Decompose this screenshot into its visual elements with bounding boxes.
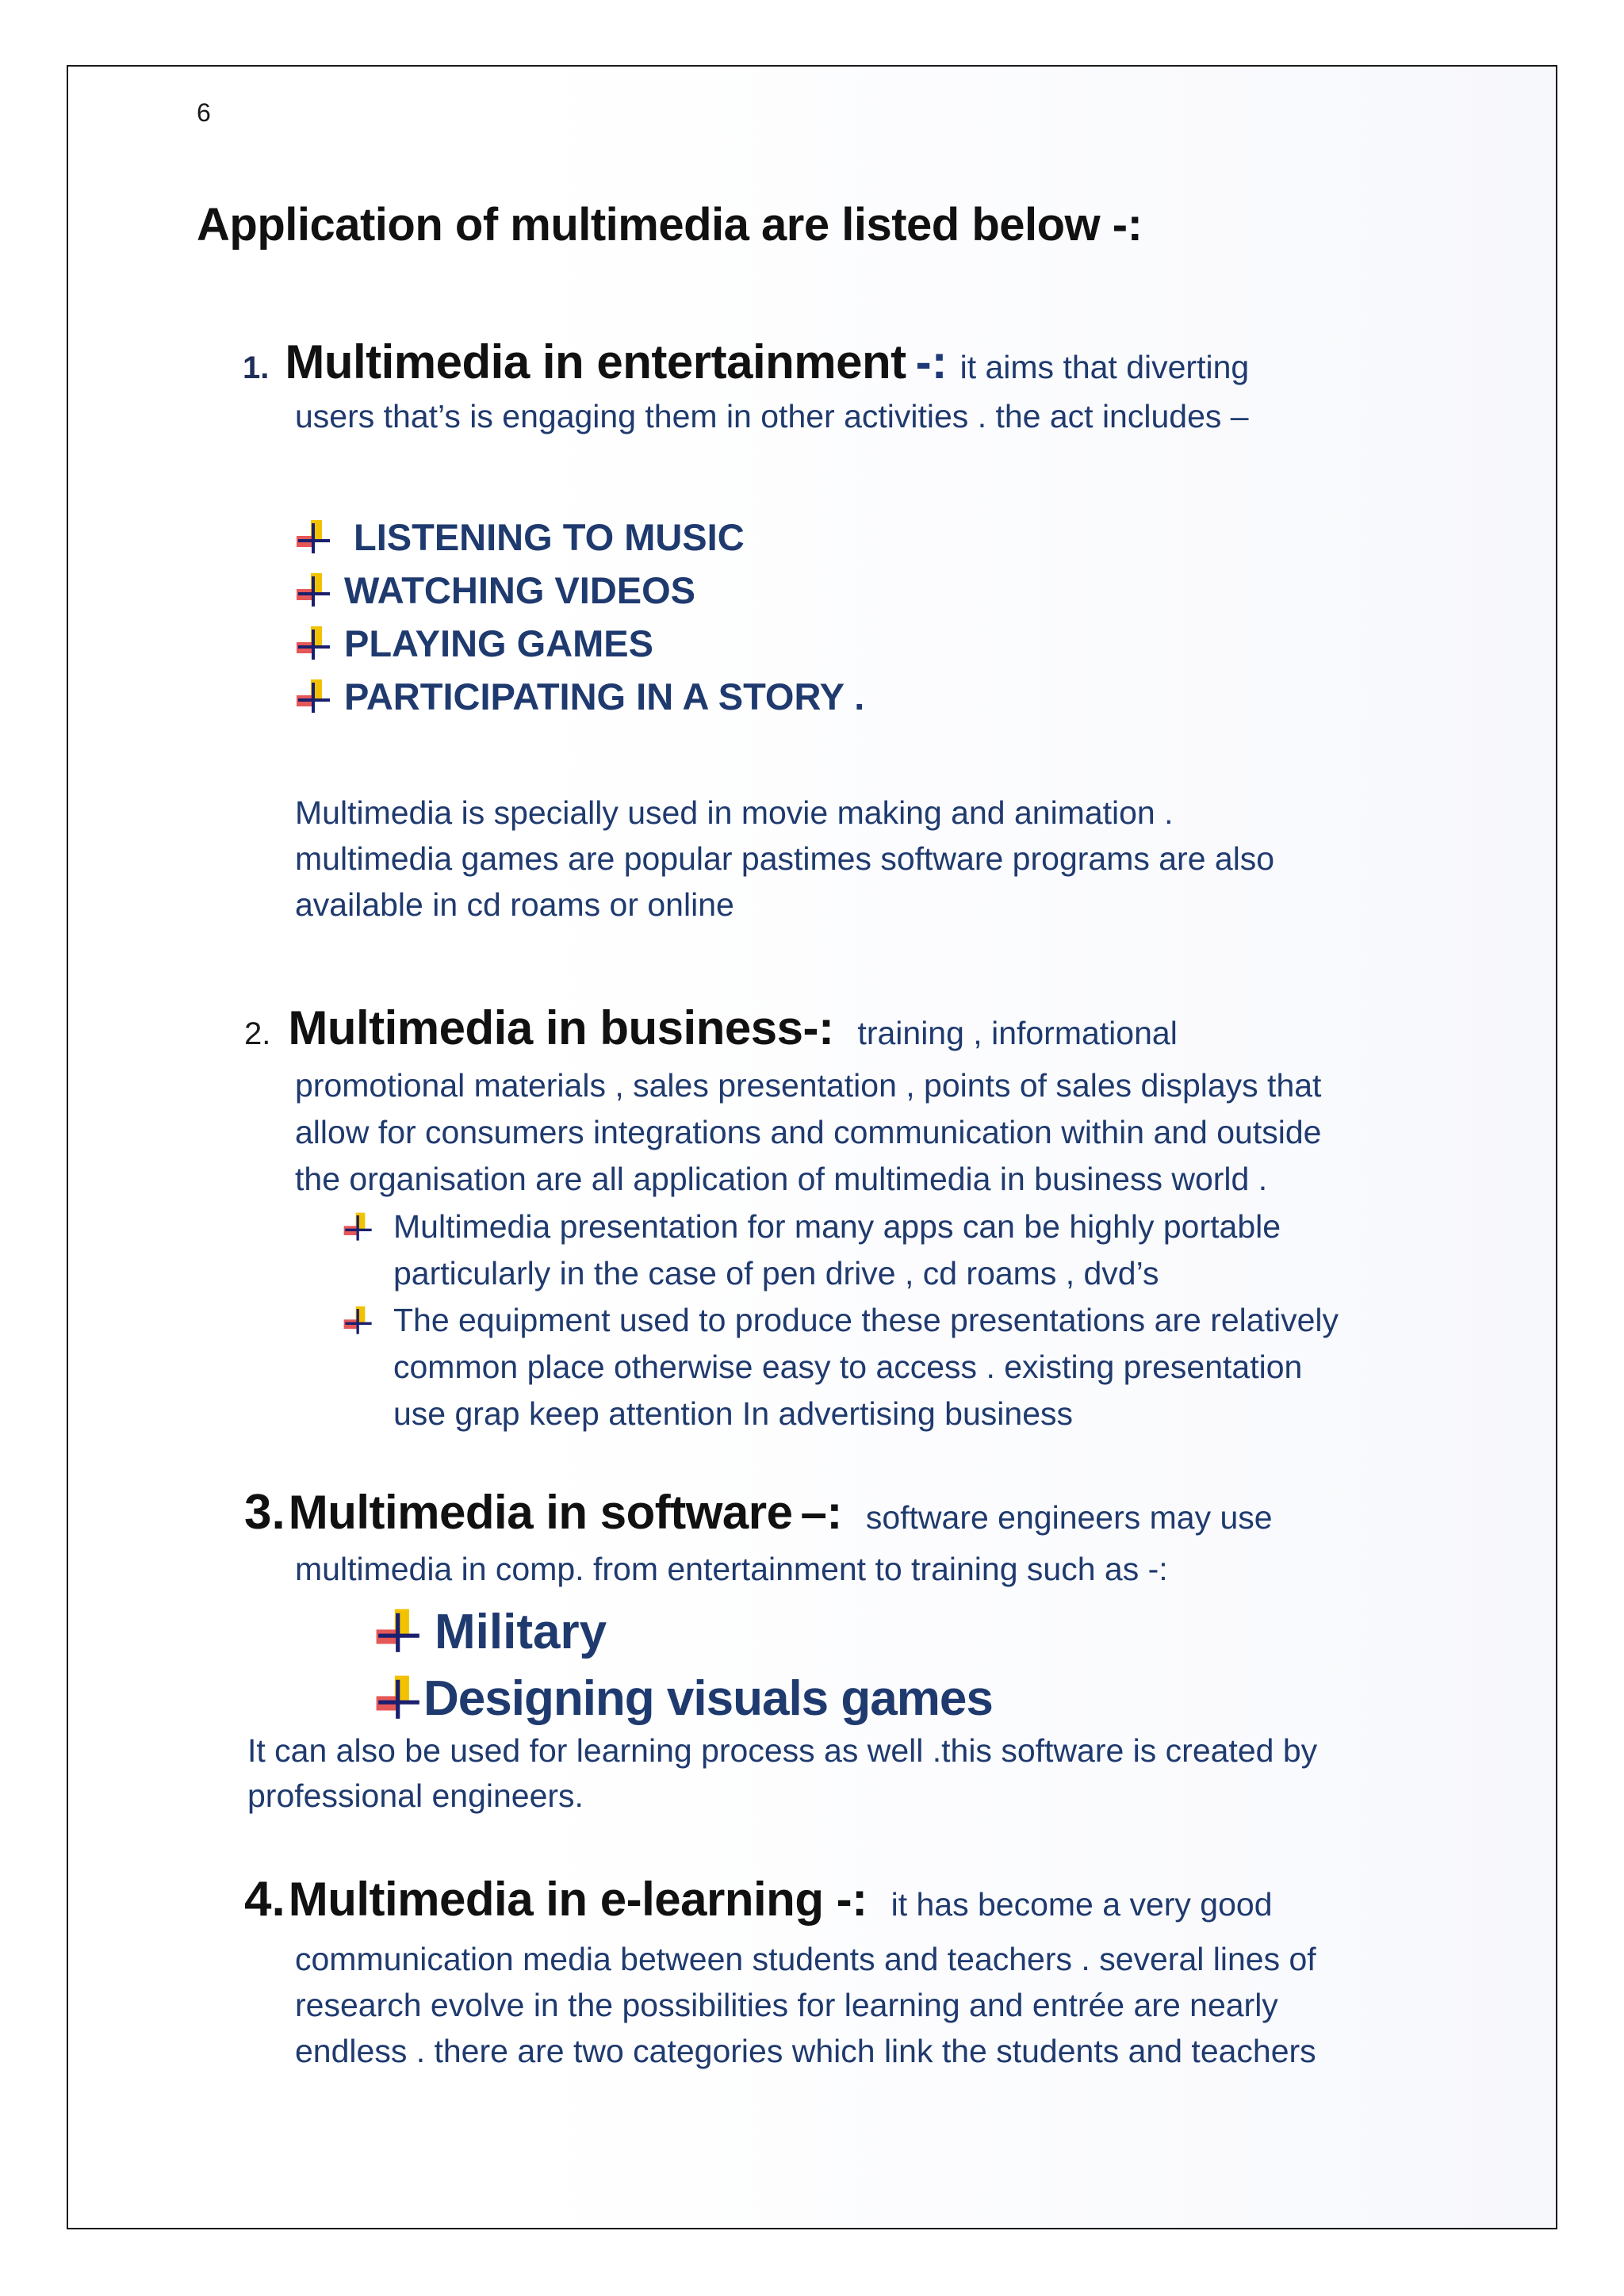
paragraph-line: promotional materials , sales presentation , points of sales displays that [295, 1067, 1322, 1104]
paragraph-line: available in cd roams or online [295, 886, 734, 923]
paragraph-line: It can also be used for learning process as well .this software is created by [247, 1732, 1318, 1769]
list-item-line: Multimedia presentation for many apps can be highly portable [393, 1208, 1281, 1245]
page-number: 6 [197, 98, 211, 127]
section-number: 2. [244, 1016, 271, 1051]
list-item-label: PLAYING GAMES [344, 622, 653, 664]
section-intro: training , informational [857, 1015, 1178, 1051]
paragraph-line: allow for consumers integrations and communication within and outside [295, 1114, 1322, 1150]
list-item-label: LISTENING TO MUSIC [354, 516, 745, 558]
section-intro-line: users that’s is engaging them in other activities . the act includes – [295, 398, 1249, 434]
section-paragraph [295, 790, 1274, 928]
section-separator: –: [800, 1486, 842, 1539]
cross-bullet-icon [295, 519, 333, 557]
paragraph-line: the organisation are all application of multimedia in business world . [295, 1161, 1268, 1197]
list-item [343, 1297, 1339, 1437]
section-paragraph [295, 1936, 1316, 2074]
section-1-heading [243, 335, 1249, 389]
section-4-heading [244, 1871, 1273, 1927]
section-title: Multimedia in software [288, 1486, 793, 1539]
list-item [295, 564, 864, 617]
section-separator: -: [915, 335, 948, 388]
cross-bullet-icon [343, 1305, 374, 1337]
page-title: Application of multimedia are listed below -: [197, 199, 1143, 251]
list-item [374, 1598, 993, 1665]
cross-bullet-icon [295, 625, 333, 663]
section-intro-line: multimedia in comp. from entertainment to training such as -: [295, 1551, 1168, 1587]
paragraph-line: research evolve in the possibilities for learning and entrée are nearly [295, 1987, 1278, 2023]
list-item [295, 670, 864, 723]
section-number: 1. [243, 350, 270, 385]
list-item-line: common place otherwise easy to access . existing presentation [393, 1349, 1303, 1385]
paragraph-line: multimedia games are popular pastimes software programs are also [295, 840, 1275, 877]
bullet-list [374, 1598, 993, 1732]
list-item [343, 1203, 1339, 1297]
paragraph-line: endless . there are two categories which link the students and teachers [295, 2033, 1316, 2069]
list-item-label: Military [435, 1604, 607, 1659]
bullet-list [343, 1203, 1339, 1437]
paragraph-line: communication media between students and teachers . several lines of [295, 1941, 1316, 1977]
cross-bullet-icon [343, 1211, 374, 1243]
section-title: Multimedia in business-: [288, 1001, 834, 1054]
section-intro: it has become a very good [891, 1886, 1273, 1923]
section-paragraph [247, 1728, 1317, 1819]
paragraph-line: professional engineers. [247, 1777, 584, 1814]
cross-bullet-icon [374, 1607, 423, 1656]
list-item-label: PARTICIPATING IN A STORY . [344, 675, 865, 718]
section-3-heading [244, 1484, 1273, 1540]
list-item-label: WATCHING VIDEOS [344, 569, 696, 611]
list-item-line: The equipment used to produce these presentations are relatively [393, 1302, 1339, 1338]
list-item [295, 511, 864, 564]
section-title: Multimedia in entertainment [285, 335, 906, 388]
cross-bullet-icon [295, 678, 333, 716]
list-item-label: Designing visuals games [423, 1670, 993, 1726]
section-paragraph [295, 1062, 1321, 1203]
bullet-list [295, 511, 864, 723]
section-2-heading [244, 1001, 1178, 1055]
section-title: Multimedia in e-learning -: [288, 1873, 868, 1926]
section-intro: software engineers may use [865, 1499, 1273, 1536]
cross-bullet-icon [295, 572, 333, 610]
list-item-line: use grap keep attention In advertising business [393, 1395, 1073, 1432]
section-number: 4. [244, 1872, 285, 1927]
section-intro: it aims that diverting [959, 349, 1250, 385]
list-item [295, 617, 864, 670]
list-item-line: particularly in the case of pen drive , cd roams , dvd’s [393, 1255, 1159, 1292]
section-number: 3. [244, 1485, 285, 1540]
list-item [374, 1665, 993, 1732]
paragraph-line: Multimedia is specially used in movie making and animation . [295, 794, 1174, 831]
cross-bullet-icon [374, 1674, 423, 1723]
